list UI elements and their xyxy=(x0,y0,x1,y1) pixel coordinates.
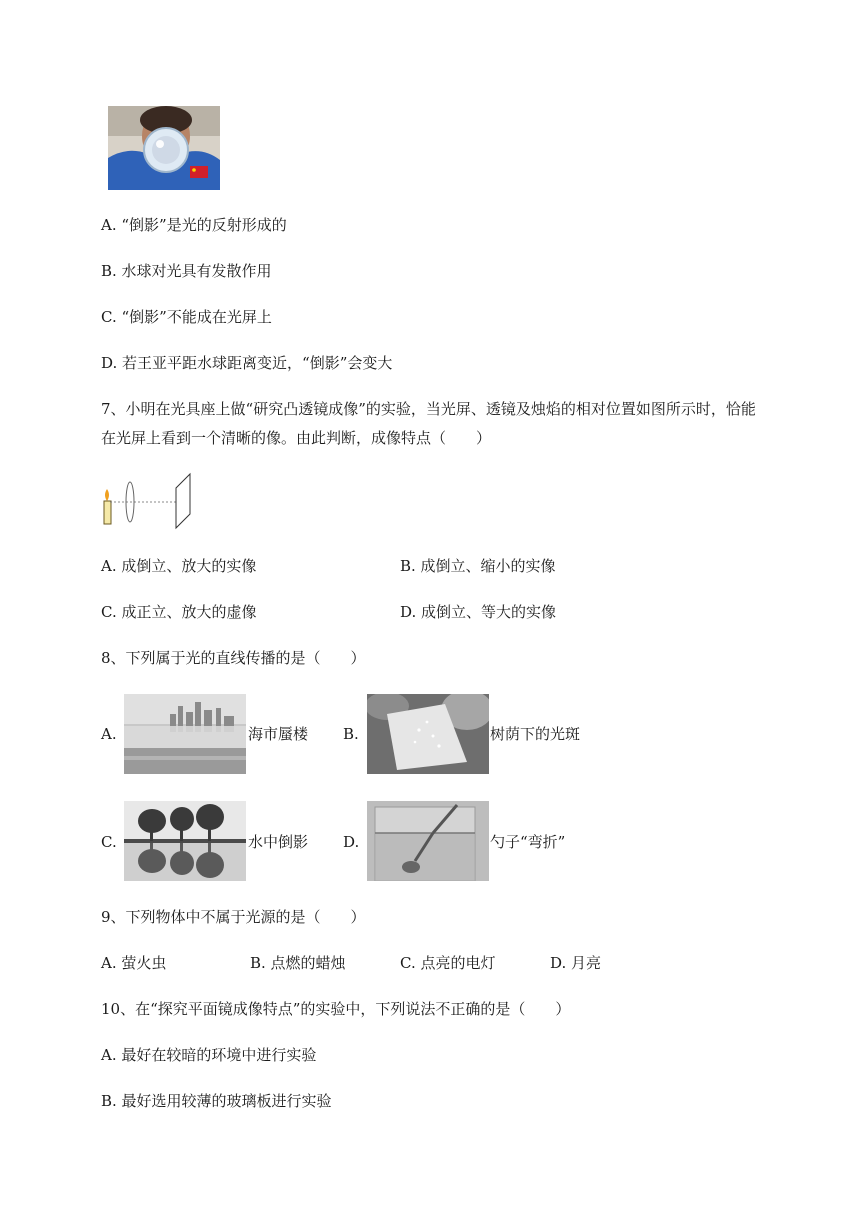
water-ball-photo xyxy=(108,106,220,190)
q7-option-d: D. 成倒立、等大的实像 xyxy=(400,603,557,621)
q8-option-a-letter: A. xyxy=(101,725,117,743)
q6-option-b: B. 水球对光具有发散作用 xyxy=(101,262,272,280)
q8-option-d-caption: 勺子“弯折” xyxy=(490,833,566,851)
q8-option-b-letter: B. xyxy=(343,725,359,743)
q7-option-a: A. 成倒立、放大的实像 xyxy=(101,557,257,575)
q9-option-b: B. 点燃的蜡烛 xyxy=(250,954,346,972)
q7-option-c: C. 成正立、放大的虚像 xyxy=(101,603,257,621)
q6-option-c: C. “倒影”不能成在光屏上 xyxy=(101,308,272,326)
q8-option-b-caption: 树荫下的光斑 xyxy=(490,725,581,743)
q6-option-a: A. “倒影”是光的反射形成的 xyxy=(101,216,287,234)
q7-stem-line1: 7、小明在光具座上做“研究凸透镜成像”的实验，当光屏、透镜及烛焰的相对位置如图所示时，恰能 xyxy=(101,400,756,418)
mirage-photo xyxy=(124,694,246,774)
q6-option-d: D. 若王亚平距水球距离变近，“倒影”会变大 xyxy=(101,354,393,372)
water-reflection-photo xyxy=(124,801,246,881)
lens-setup-diagram xyxy=(98,470,198,530)
q8-option-c-caption: 水中倒影 xyxy=(248,833,309,851)
q8-option-a-caption: 海市蜃楼 xyxy=(248,725,309,743)
q10-stem: 10、在“探究平面镜成像特点”的实验中，下列说法不正确的是（ ） xyxy=(101,1000,571,1018)
q9-option-c: C. 点亮的电灯 xyxy=(400,954,496,972)
q8-stem: 8、下列属于光的直线传播的是（ ） xyxy=(101,649,366,667)
q10-option-b: B. 最好选用较薄的玻璃板进行实验 xyxy=(101,1092,332,1110)
q8-option-c-letter: C. xyxy=(101,833,117,851)
q7-option-b: B. 成倒立、缩小的实像 xyxy=(400,557,556,575)
q9-stem: 9、下列物体中不属于光源的是（ ） xyxy=(101,908,366,926)
bent-spoon-photo xyxy=(367,801,489,881)
light-spots-photo xyxy=(367,694,489,774)
q7-stem-line2: 在光屏上看到一个清晰的像。由此判断，成像特点（ ） xyxy=(101,429,492,447)
q9-option-a: A. 萤火虫 xyxy=(101,954,167,972)
q9-option-d: D. 月亮 xyxy=(550,954,602,972)
q8-option-d-letter: D. xyxy=(343,833,360,851)
q10-option-a: A. 最好在较暗的环境中进行实验 xyxy=(101,1046,317,1064)
